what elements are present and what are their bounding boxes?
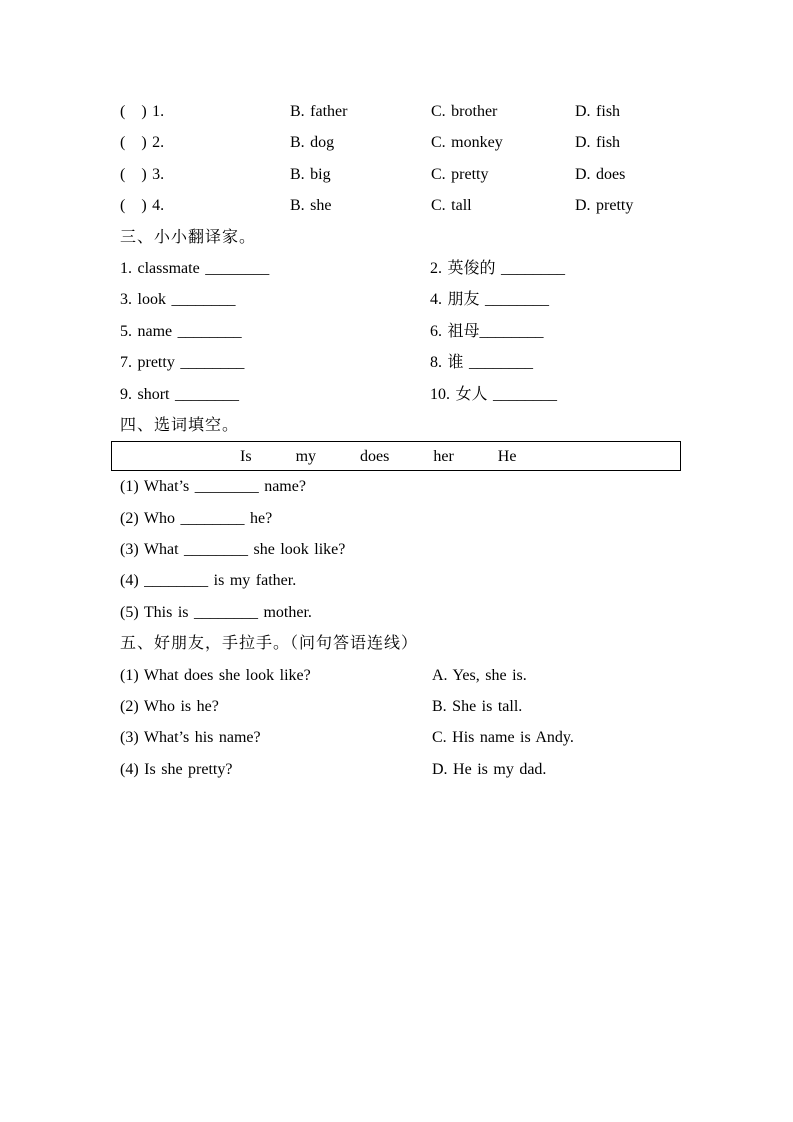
word-bank-word: Is bbox=[240, 447, 252, 465]
translation-row bbox=[120, 284, 682, 315]
match-section-title: 五、好朋友，手拉手。（问句答语连线） bbox=[120, 635, 419, 653]
choice-stem: ( ) 2. bbox=[120, 134, 165, 152]
translation-section-title: 三、小小翻译家。 bbox=[120, 228, 257, 246]
choice-option-c: C. monkey bbox=[431, 134, 503, 152]
worksheet-content bbox=[120, 96, 682, 785]
fill-item: (1) What’s ________ name? bbox=[120, 478, 306, 496]
choice-row bbox=[120, 127, 682, 158]
match-question: (2) Who is he? bbox=[120, 698, 219, 716]
translation-item-left: 5. name ________ bbox=[120, 322, 242, 340]
choice-option-d: D. pretty bbox=[575, 197, 634, 215]
translation-item-left: 3. look ________ bbox=[120, 291, 236, 309]
match-answer: C. His name is Andy. bbox=[432, 729, 574, 747]
translation-row bbox=[120, 253, 682, 284]
choice-option-c: C. brother bbox=[431, 103, 498, 120]
translation-item-left: 1. classmate ________ bbox=[120, 259, 270, 277]
choice-row bbox=[120, 96, 682, 127]
choice-option-c: C. pretty bbox=[431, 165, 489, 183]
choice-row bbox=[120, 159, 682, 190]
choice-stem: ( ) 4. bbox=[120, 197, 165, 215]
choice-option-b: B. big bbox=[290, 165, 331, 183]
fill-item: (4) ________ is my father. bbox=[120, 572, 297, 590]
translation-row bbox=[120, 379, 682, 410]
match-question: (3) What’s his name? bbox=[120, 729, 261, 747]
translation-item-left: 7. pretty ________ bbox=[120, 354, 245, 372]
word-bank-word: my bbox=[295, 447, 317, 465]
word-bank-word: He bbox=[497, 447, 517, 465]
translation-item-right: 2. 英俊的 ________ bbox=[430, 259, 566, 277]
translation-row bbox=[120, 347, 682, 378]
translation-item-right: 6. 祖母________ bbox=[430, 322, 544, 340]
choice-option-d: D. does bbox=[575, 165, 626, 183]
match-row bbox=[120, 722, 682, 753]
match-answer: B. She is tall. bbox=[432, 698, 523, 716]
match-row bbox=[120, 754, 682, 785]
choice-option-d: D. fish bbox=[575, 103, 621, 120]
word-bank-box bbox=[111, 441, 681, 471]
fill-item: (3) What ________ she look like? bbox=[120, 541, 346, 559]
match-question: (1) What does she look like? bbox=[120, 666, 311, 684]
fill-item: (2) Who ________ he? bbox=[120, 509, 273, 527]
word-bank-word: her bbox=[433, 447, 454, 465]
match-answer: A. Yes, she is. bbox=[432, 666, 527, 684]
fill-item: (5) This is ________ mother. bbox=[120, 603, 312, 621]
match-row bbox=[120, 660, 682, 691]
choice-option-b: B. she bbox=[290, 197, 332, 215]
choice-option-b: B. father bbox=[290, 103, 348, 120]
word-bank-word: does bbox=[360, 447, 390, 465]
choice-option-b: B. dog bbox=[290, 134, 335, 152]
choice-stem: ( ) 3. bbox=[120, 165, 165, 183]
choice-stem: ( ) 1. bbox=[120, 103, 165, 120]
match-row bbox=[120, 691, 682, 722]
choice-option-c: C. tall bbox=[431, 197, 472, 215]
translation-item-right: 4. 朋友 ________ bbox=[430, 291, 550, 309]
choice-option-d: D. fish bbox=[575, 134, 621, 152]
translation-row bbox=[120, 316, 682, 347]
translation-item-right: 10. 女人 ________ bbox=[430, 385, 558, 403]
match-answer: D. He is my dad. bbox=[432, 760, 547, 778]
translation-item-right: 8. 谁 ________ bbox=[430, 354, 534, 372]
match-question: (4) Is she pretty? bbox=[120, 760, 233, 778]
translation-item-left: 9. short ________ bbox=[120, 385, 239, 403]
choice-row bbox=[120, 190, 682, 221]
fill-section-title: 四、选词填空。 bbox=[120, 416, 240, 434]
